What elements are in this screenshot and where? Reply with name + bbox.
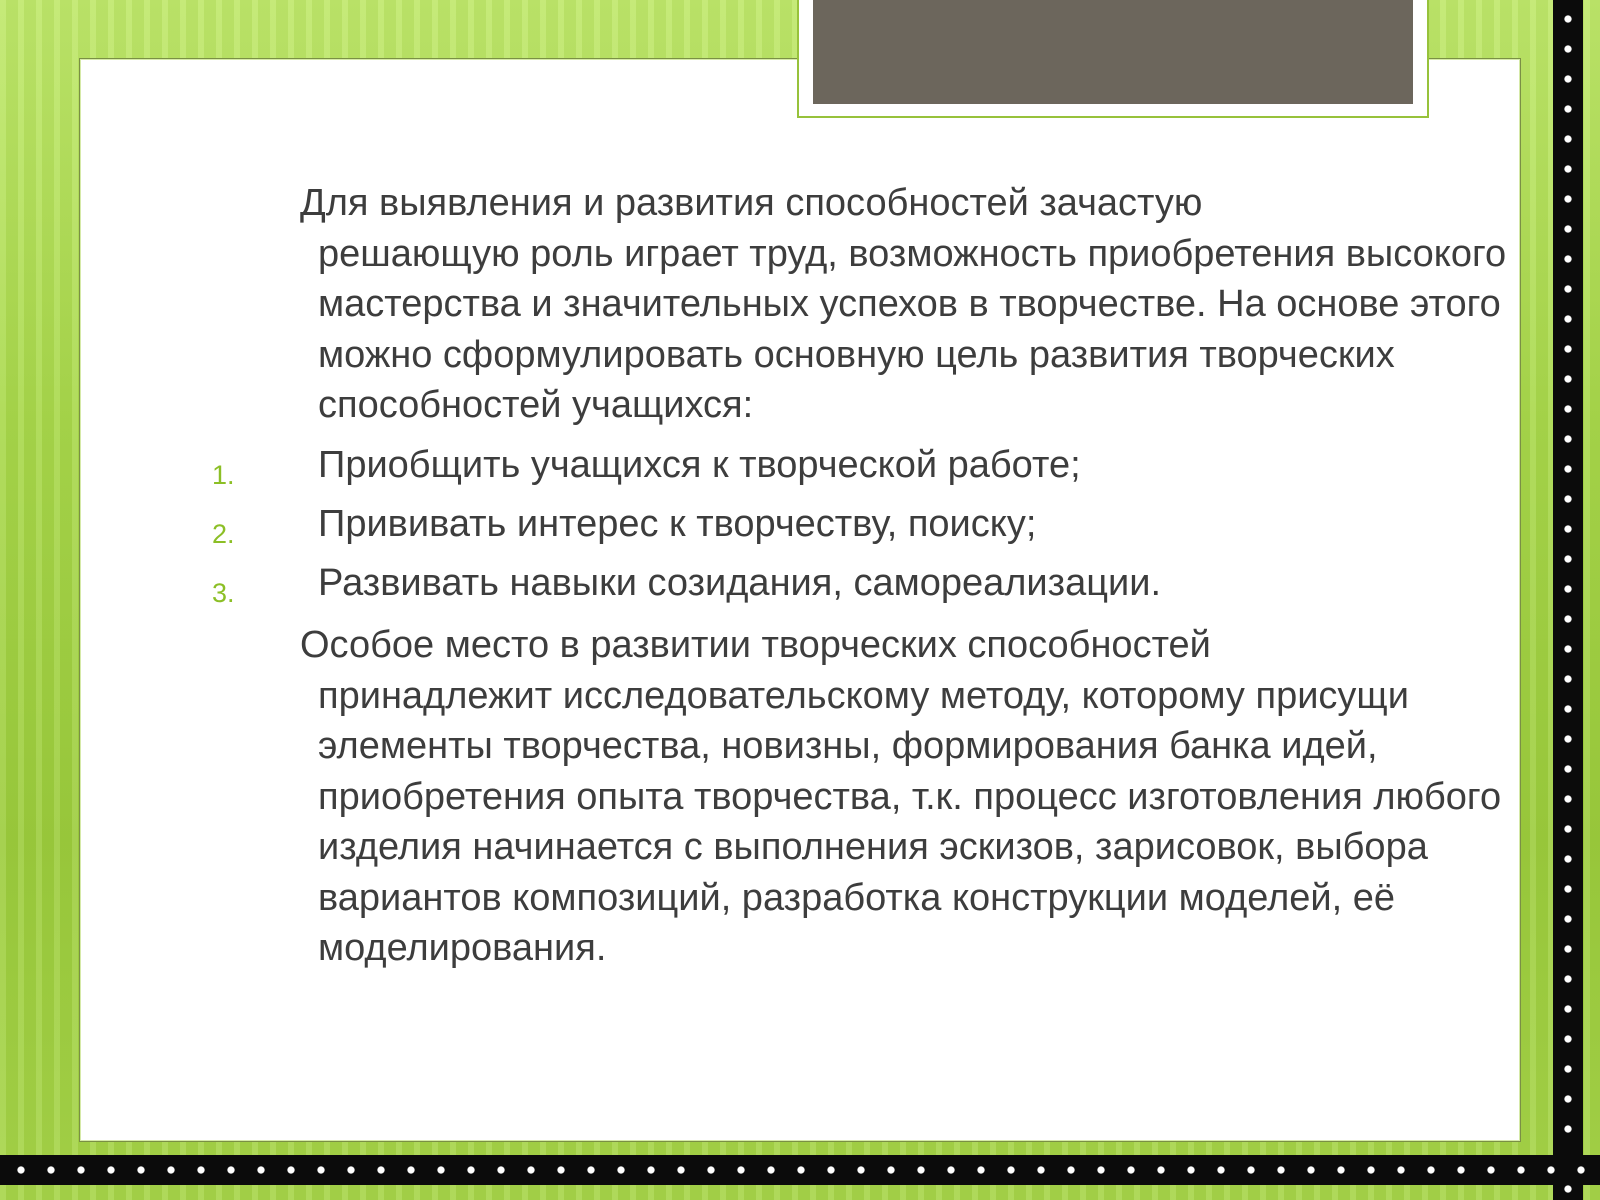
goal-text: Приобщить учащихся к творческой работе;	[318, 444, 1081, 486]
intro-paragraph	[300, 178, 1520, 431]
intro-paragraph-continuation: решающую роль играет труд, возможность приобретения высокого мастерства и значительных успехов в творчестве. На основе этого можно сформулировать основную цель развития творческих способностей учащихся:	[318, 232, 1507, 426]
goal-text: Развивать навыки созидания, самореализации.	[318, 562, 1161, 604]
goal-number: 2.	[212, 519, 235, 549]
method-paragraph-continuation: принадлежит исследовательскому методу, которому присущи элементы творчества, новизны, формирования банка идей, приобретения опыта творчества, т.к. процесс изготовления любого изделия начинается с выполнения эскизов, зарисовок, выбора вариантов композиций, разработка конструкции моделей, её моделирования.	[318, 674, 1502, 969]
goal-number: 3.	[212, 578, 235, 608]
intro-paragraph-first-line: Для выявления и развития способностей зачастую	[300, 182, 1203, 224]
goal-number: 1.	[212, 460, 235, 490]
method-paragraph-first-line: Особое место в развитии творческих способностей	[300, 624, 1211, 666]
goal-text: Прививать интерес к творчеству, поиску;	[318, 503, 1037, 545]
method-paragraph	[300, 620, 1520, 974]
